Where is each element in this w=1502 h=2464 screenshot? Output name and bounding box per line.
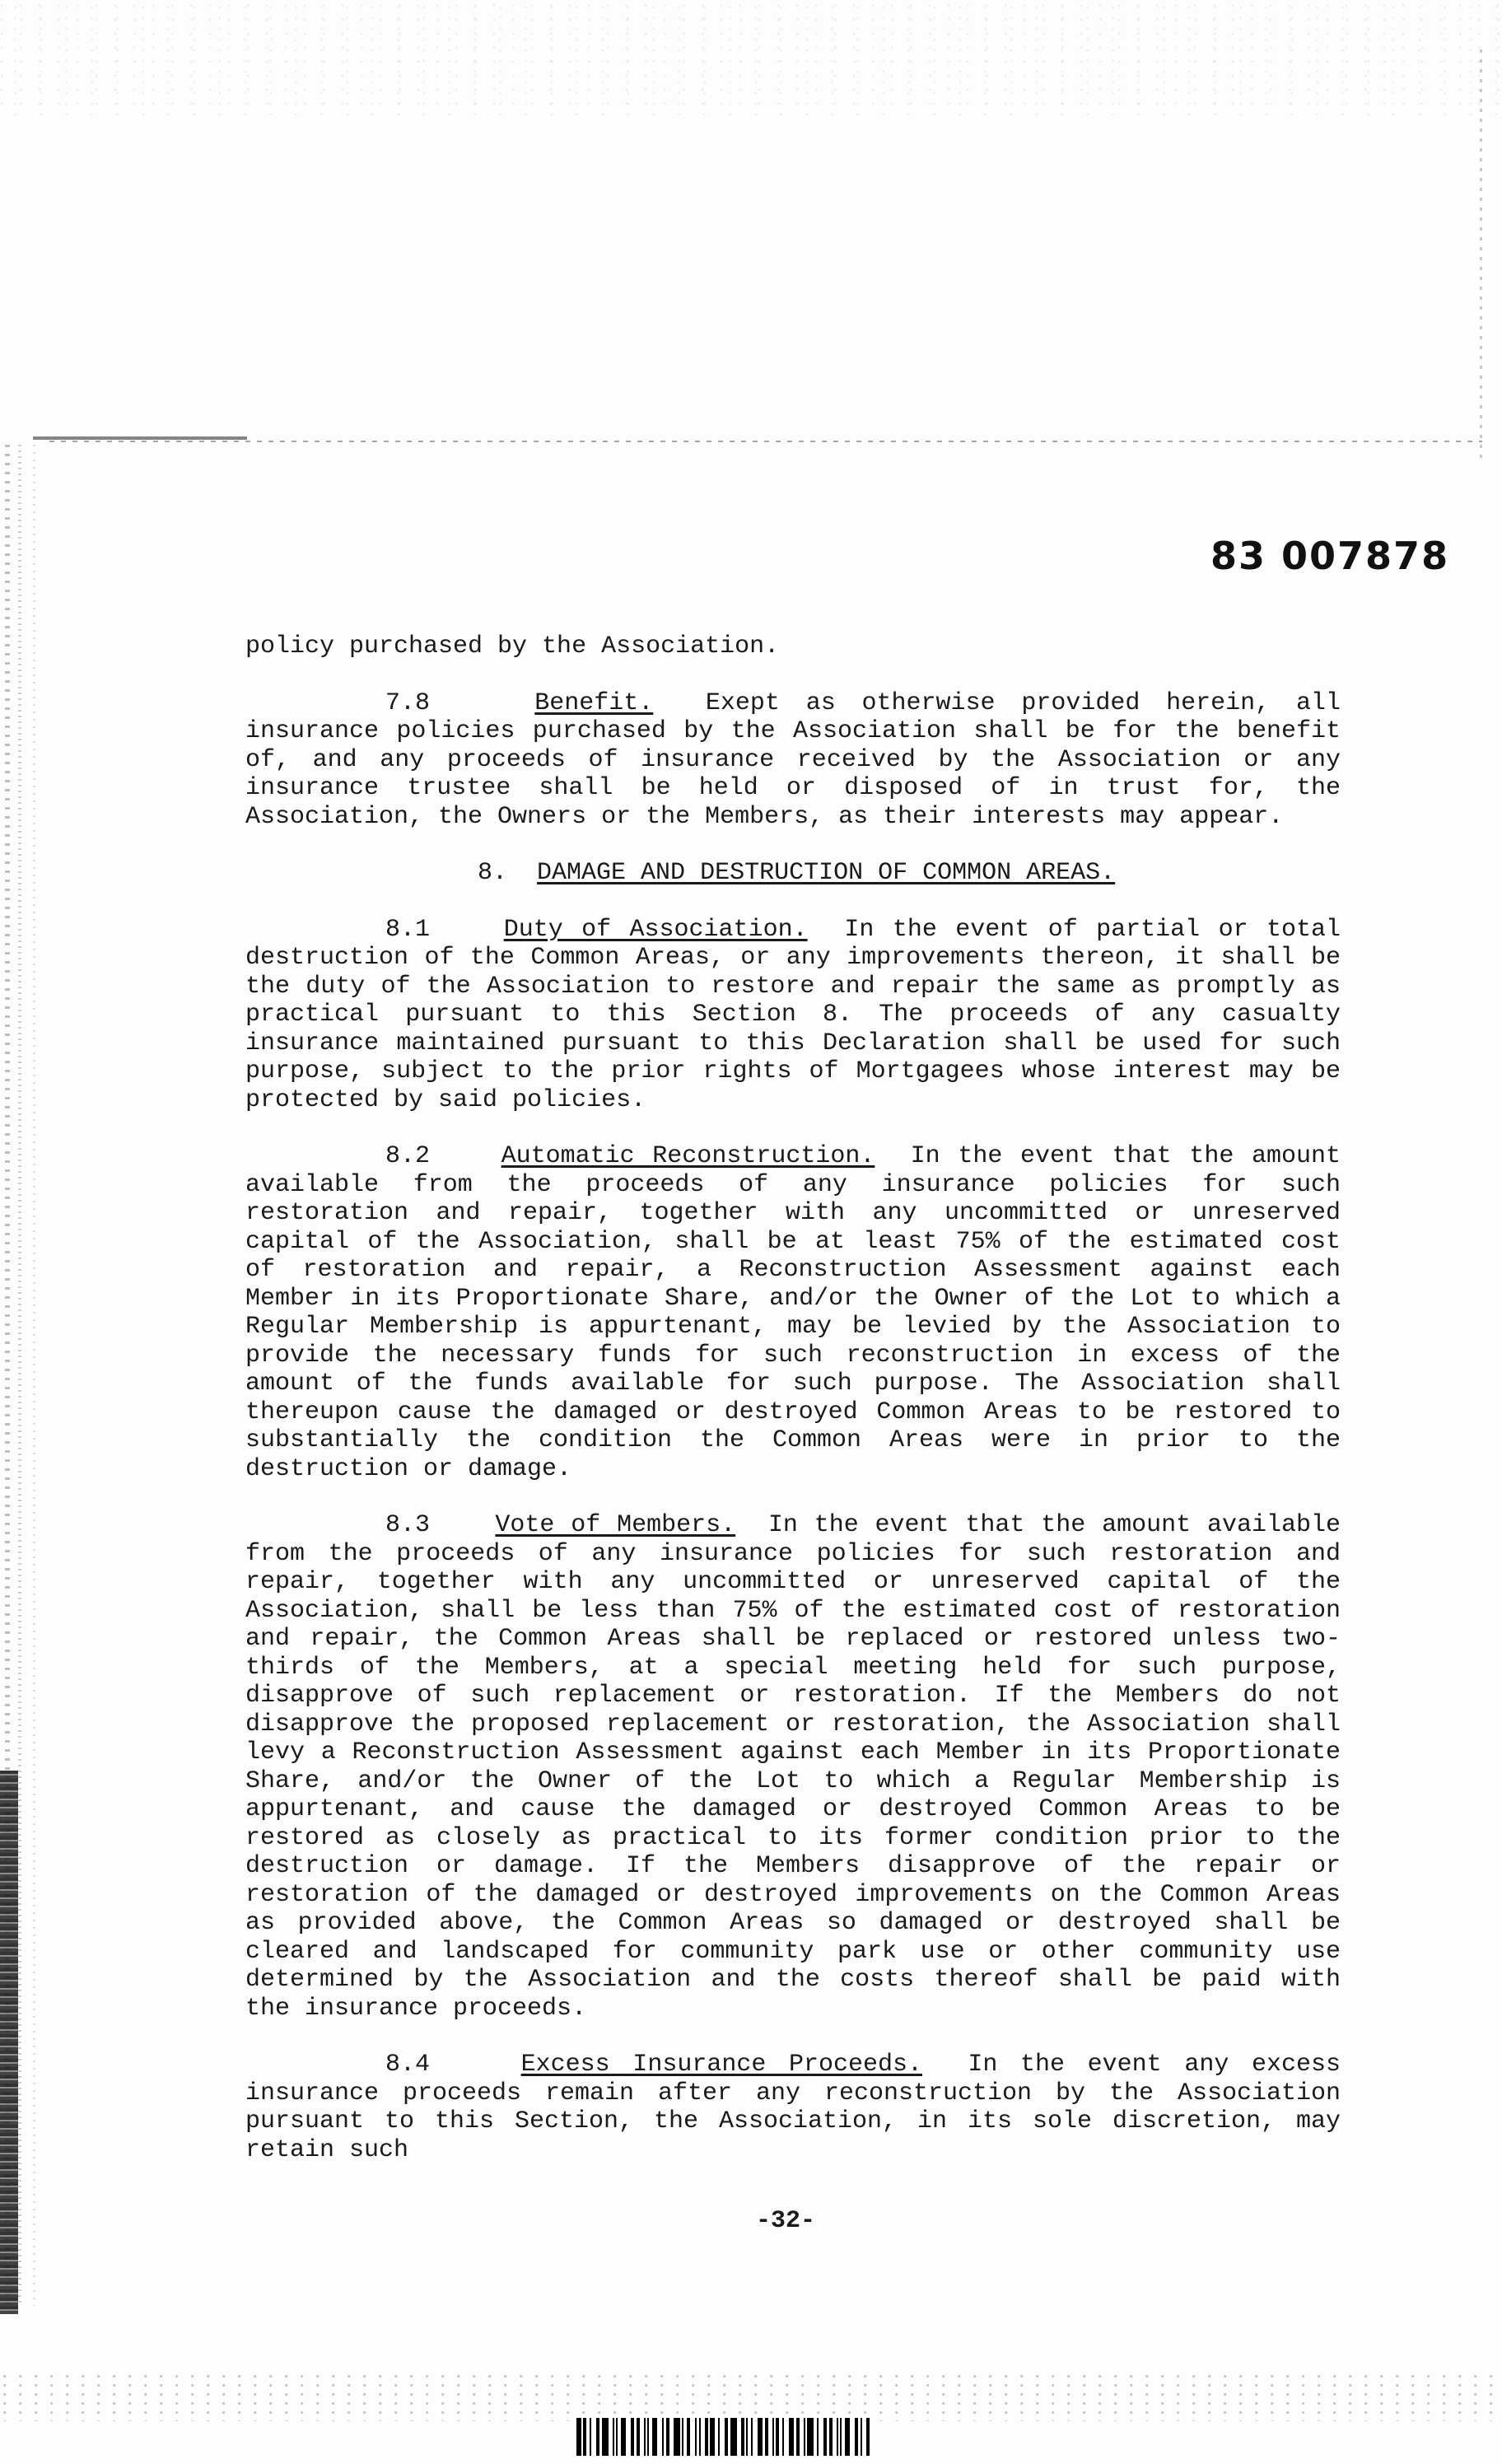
barcode-stripe [866, 2418, 870, 2456]
barcode-stripe [647, 2418, 649, 2456]
scan-edge-right [1480, 49, 1482, 461]
scan-noise-top [0, 0, 1502, 115]
section-number: 8.1 [385, 915, 431, 944]
barcode-stripe [746, 2418, 748, 2456]
barcode-stripe [687, 2418, 690, 2456]
barcode-stripe [758, 2418, 763, 2456]
barcode-stripe [789, 2418, 794, 2456]
barcode-stripe [861, 2418, 862, 2456]
section-title: Automatic Reconstruction. [501, 1142, 875, 1170]
scan-fold-mark [33, 436, 247, 440]
barcode-stripe [596, 2418, 599, 2456]
barcode-stripe [710, 2418, 715, 2456]
paragraph-continued: policy purchased by the Association. [245, 632, 780, 660]
heading-number: 8. [478, 859, 508, 887]
section-title: Benefit. [534, 688, 654, 717]
barcode-stripe [699, 2418, 701, 2456]
section-number: 7.8 [385, 688, 431, 717]
barcode [576, 2418, 898, 2456]
barcode-stripe [576, 2418, 581, 2456]
scan-noise-bottom [0, 2372, 1502, 2421]
document-body [245, 632, 1341, 2192]
barcode-stripe [837, 2418, 838, 2456]
barcode-stripe [855, 2418, 858, 2456]
barcode-stripe [637, 2418, 640, 2456]
paragraph-8-3 [245, 1511, 1341, 2023]
barcode-stripe [674, 2418, 680, 2456]
scan-binding-edge [0, 1771, 18, 2314]
section-text: In the event that the amount available from the proceeds of any insurance policies for such restoration and repair, together with any uncommitted or unreserved capital of the Association, shall be at least 75% of the estimated cost of restoration and repair, a Reconstruction Assessment against each Member in its Proportionate Share, and/or the Owner of the Lot to which a Regular Membership is appurtenant, may be levied by the Association to provide the necessary funds for such reconstruction in excess of the amount of the funds available for such purpose. The Association shall thereupon cause the damaged or destroyed Common Areas to be restored to substantially the condition the Common Areas were in prior to the destruction or damage. [245, 1142, 1341, 1483]
barcode-stripe [718, 2418, 720, 2456]
barcode-stripe [666, 2418, 669, 2456]
barcode-stripe [644, 2418, 646, 2456]
barcode-stripe [695, 2418, 697, 2456]
heading-title: DAMAGE AND DESTRUCTION OF COMMON AREAS. [537, 859, 1116, 887]
barcode-stripe [796, 2418, 800, 2456]
section-text: In the event that the amount available from the proceeds of any insurance policies for such restoration and repair, together with any uncommitted or unreserved capital of the Association, shall be less than 75% of the estimated cost of restoration and repair, the Common Areas shall be replaced or restored unless two-thirds of the Members, at a special meeting held for such purpose, disapprove of such replacement or restoration. If the Members do not disapprove the proposed replacement or restoration, the Association shall levy a Reconstruction Assessment against each Member in its Proportionate Share, and/or the Owner of the Lot to which a Regular Membership is appurtenant, and cause the damaged or destroyed Common Areas to be restored as closely as practical to its former condition prior to the destruction or damage. If the Members disapprove of the repair or restoration of the damaged or destroyed improvements on the Common Areas as provided above, the Common Areas so damaged or destroyed shall be cleared and landscaped for community park use or other community use determined by the Association and the costs thereof shall be paid with the insurance proceeds. [245, 1511, 1341, 2023]
barcode-stripe [590, 2418, 591, 2456]
barcode-stripe [621, 2418, 626, 2456]
section-number: 8.4 [385, 2051, 431, 2079]
barcode-stripe [840, 2418, 842, 2456]
barcode-stripe [765, 2418, 768, 2456]
section-text: In the event any excess insurance proceeds remain after any reconstruction by the Association pursuant to this Section, the Association, in its sole discretion, may retain such [245, 2051, 1341, 2164]
barcode-stripe [741, 2418, 744, 2456]
section-title: Excess Insurance Proceeds. [520, 2051, 923, 2079]
section-title: Vote of Members. [495, 1511, 736, 1539]
barcode-stripe [613, 2418, 614, 2456]
barcode-stripe [682, 2418, 683, 2456]
section-number: 8.3 [385, 1511, 431, 1539]
barcode-stripe [845, 2418, 850, 2456]
barcode-stripe [631, 2418, 634, 2456]
paragraph-8-2 [245, 1142, 1341, 1483]
barcode-stripe [751, 2418, 753, 2456]
barcode-stripe [730, 2418, 737, 2456]
page-number: -32- [756, 2207, 816, 2235]
scan-fold-line [49, 441, 1482, 442]
paragraph-8-4 [245, 2051, 1341, 2164]
document-number: 83 007878 [1210, 534, 1450, 578]
section-title: Duty of Association. [503, 915, 808, 944]
barcode-stripe [772, 2418, 774, 2456]
barcode-stripe [807, 2418, 814, 2456]
heading-section-8 [245, 859, 1341, 888]
barcode-stripe [616, 2418, 618, 2456]
barcode-stripe [602, 2418, 609, 2456]
barcode-stripe [823, 2418, 827, 2456]
barcode-stripe [817, 2418, 819, 2456]
barcode-stripe [804, 2418, 805, 2456]
barcode-stripe [652, 2418, 657, 2456]
section-number: 8.2 [385, 1142, 431, 1170]
barcode-stripe [725, 2418, 728, 2456]
paragraph-8-1 [245, 916, 1341, 1115]
barcode-stripe [662, 2418, 664, 2456]
barcode-stripe [829, 2418, 833, 2456]
paragraph-7-8 [245, 689, 1341, 832]
barcode-stripe [583, 2418, 586, 2456]
barcode-stripe [705, 2418, 708, 2456]
barcode-stripe [776, 2418, 779, 2456]
section-text: Exept as otherwise provided herein, all insurance policies purchased by the Association shall be for the benefit of, and any proceeds of insurance received by the Association or any insurance trustee shall be held or disposed of in trust for, the Association, the Owners or the Members, as their interests may appear. [245, 688, 1341, 831]
section-text: In the event of partial or total destruction of the Common Areas, or any improvements thereon, it shall be the duty of the Association to restore and repair the same as promptly as practical pursuant to this Section 8. The proceeds of any casualty insurance maintained pursuant to this Declaration shall be used for such purpose, subject to the prior rights of Mortgagees whose interest may be protected by said policies. [245, 915, 1341, 1114]
barcode-stripe [782, 2418, 784, 2456]
